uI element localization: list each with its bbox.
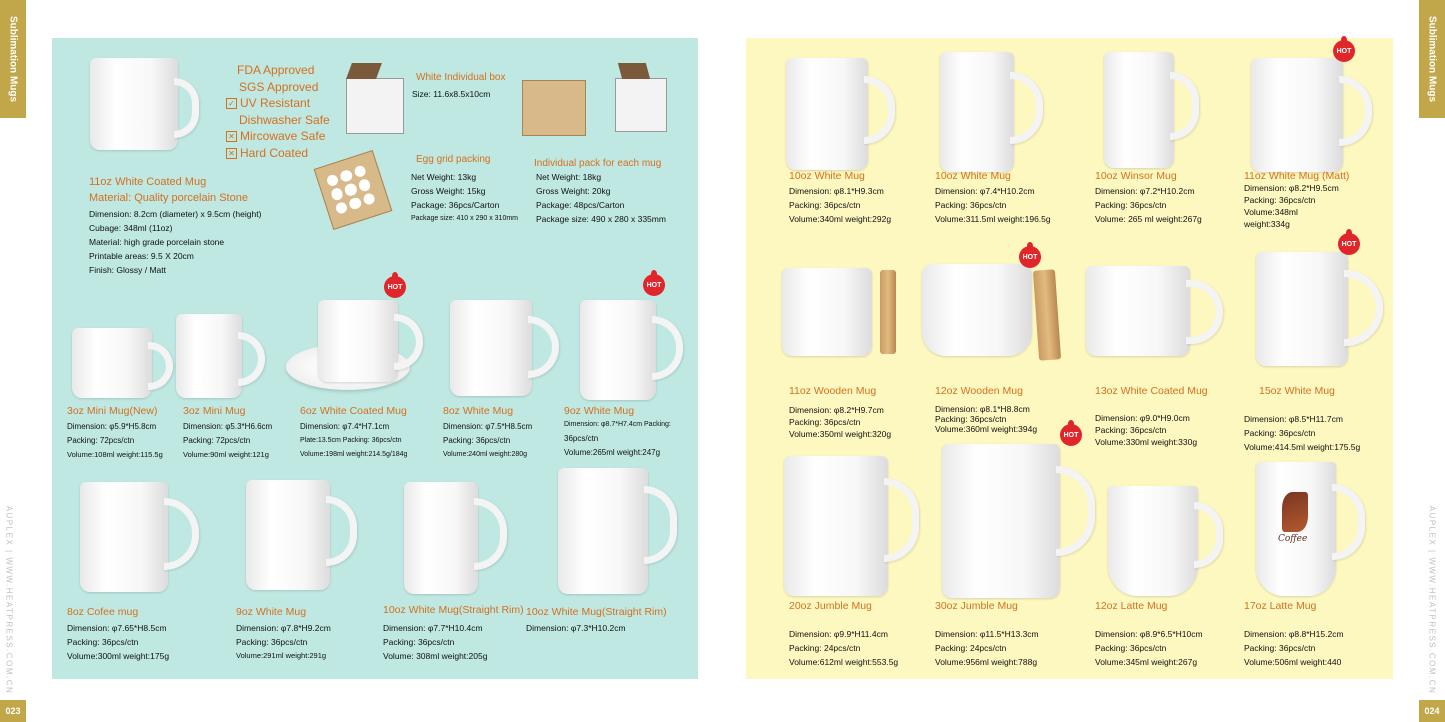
product-image-13oz-coated (1086, 266, 1230, 356)
product-specs: Dimension: φ8.7*H7.4cm Packing: 36pcs/ctn Volume:265ml weight:247g (564, 421, 671, 457)
hero-specs: Dimension: 8.2cm (diameter) x 9.5cm (height) Cubage: 348ml (11oz) Material: high grade porcelain stone Printable areas: 9.5 X 20cm Finish: Glossy / Matt (89, 209, 262, 275)
product-image-30oz-jumble (942, 444, 1102, 598)
feature-sgs: SGS Approved (239, 79, 319, 94)
white-box-open-image (615, 78, 667, 132)
product-title: 10oz White Mug(Straight Rim) (526, 606, 667, 618)
hot-badge-icon: HOT (1019, 246, 1041, 268)
product-image-10oz-white-2 (940, 52, 1050, 172)
product-image-17oz-latte (1256, 462, 1366, 596)
product-title: 13oz White Coated Mug (1095, 385, 1208, 397)
product-image-15oz (1256, 252, 1388, 366)
left-page-number: 023 (0, 700, 26, 722)
product-title: 11oz Wooden Mug (789, 385, 877, 397)
product-specs: Dimension: φ8.9*6.5*H10cm Packing: 36pcs/ctn Volume:345ml weight:267g (1095, 629, 1203, 667)
individual-pack-specs: Net Weight: 18kg Gross Weight: 20kg Package: 48pcs/Carton Package size: 490 x 280 x 335mm (536, 172, 666, 224)
product-title: 3oz Mini Mug(New) (67, 405, 158, 417)
product-image-12oz-wooden (922, 264, 1042, 356)
right-website-text: AUPLEX | WWW.HEATPRESS.COM.CN (1427, 505, 1437, 695)
product-title: 8oz White Mug (443, 405, 514, 417)
product-title: 10oz White Mug(Straight Rim) (383, 604, 524, 616)
product-title: 10oz White Mug (935, 170, 1011, 182)
right-section-tab: Sublimation Mugs (1419, 0, 1445, 118)
product-image-8oz-coffee (80, 482, 208, 592)
right-catalog-panel (746, 38, 1393, 679)
product-specs: Dimension: φ8.8*H15.2cm Packing: 36pcs/ctn Volume:506ml weight:440 (1244, 629, 1344, 667)
egg-grid-title: Egg grid packing (416, 154, 491, 165)
product-image-11oz-wooden (782, 268, 882, 356)
wooden-handle-image (880, 270, 896, 354)
product-specs: Dimension: φ7.2*H10.2cm Packing: 36pcs/ctn Volume: 265 ml weight:267g (1095, 186, 1202, 224)
feature-uv: UV Resistant (240, 96, 311, 110)
product-specs: Dimension: φ5.3*H6.6cm Packing: 72pcs/ctn Volume:90ml weight:121g (183, 422, 273, 459)
product-image-20oz-jumble (784, 456, 924, 596)
product-title: 8oz Cofee mug (67, 606, 139, 618)
product-title: 3oz Mini Mug (183, 405, 246, 417)
product-title: 17oz Latte Mug (1244, 600, 1317, 612)
product-image-3oz-mini-new (72, 328, 174, 398)
right-page-number: 024 (1419, 700, 1445, 722)
hero-material-line: Material: Quality porcelain Stone (89, 192, 248, 204)
product-title: 6oz White Coated Mug (300, 405, 407, 417)
product-image-10oz-straight-2 (558, 468, 686, 594)
product-image-3oz-mini (176, 314, 272, 398)
product-specs: Dimension: φ7.5*H8.5cm Packing: 36pcs/ctn Volume:240ml weight:280g (443, 422, 533, 458)
product-specs: Dimension: φ7.3*H10.2cm (526, 623, 626, 633)
product-image-winsor (1104, 52, 1204, 168)
hot-badge-icon: HOT (1060, 424, 1082, 446)
product-image-11oz-matt (1251, 58, 1377, 172)
product-specs: Dimension: φ9.9*H11.4cm Packing: 24pcs/ctn Volume:612ml weight:553.5g (789, 629, 899, 667)
coffee-logo: Coffee (1278, 492, 1308, 544)
checkbox-icon: ✕ (226, 131, 237, 142)
hot-badge-icon: HOT (643, 274, 665, 296)
feature-fda: FDA Approved (237, 63, 315, 77)
egg-grid-specs: Net Weight: 13kg Gross Weight: 15kg Package: 36pcs/Carton Package size: 410 x 290 x 310mm (411, 172, 519, 222)
white-box-image (346, 78, 404, 134)
product-specs: Dimension: φ7.7*H10.4cm Packing: 36pcs/ctn Volume: 308ml weight:205g (383, 623, 488, 661)
product-title: 30oz Jumble Mug (935, 600, 1018, 612)
product-specs: Dimension: φ7.4*H7.1cm Plate:13.5cm Packing: 36pcs/ctn Volume:198ml weight:214.5g/184g (300, 422, 408, 458)
feature-dishwasher: Dishwasher Safe (239, 112, 330, 127)
individual-pack-title: Individual pack for each mug (534, 158, 662, 169)
product-title: 9oz White Mug (564, 405, 635, 417)
product-title: 15oz White Mug (1259, 385, 1335, 397)
product-image-6oz-coated (318, 300, 424, 382)
hero-title: 11oz White Coated Mug (89, 176, 207, 188)
product-specs: Dimension: φ5.9*H5.8cm Packing: 72pcs/ctn Volume:108ml weight:115.5g (67, 422, 163, 459)
product-specs: Dimension: φ8.1*H8.8cm Packing: 36pcs/ctn Volume:360ml weight:394g (935, 404, 1038, 434)
product-image-9oz-2 (246, 480, 362, 590)
product-image-12oz-latte (1108, 486, 1228, 596)
white-box-size: Size: 11.6x8.5x10cm (412, 89, 491, 99)
product-specs: Dimension: φ8.5*H11.7cm Packing: 36pcs/ctn Volume:414.5ml weight:175.5g (1244, 414, 1361, 452)
product-title: 11oz White Mug (Matt) (1244, 170, 1350, 182)
product-title: 10oz Winsor Mug (1095, 170, 1177, 182)
white-box-title: White Individual box (416, 72, 506, 83)
product-specs: Dimension: φ8.2*H9.7cm Packing: 36pcs/ctn Volume:350ml weight:320g (789, 405, 892, 439)
feature-hard-coated: Hard Coated (240, 145, 309, 160)
product-title: 20oz Jumble Mug (789, 600, 872, 612)
hot-badge-icon: HOT (1333, 40, 1355, 62)
feature-microwave: Mircowave Safe (240, 129, 326, 143)
hot-badge-icon: HOT (1338, 233, 1360, 255)
product-specs: Dimension: φ11.5*H13.3cm Packing: 24pcs/ctn Volume:956ml weight:788g (935, 629, 1039, 667)
product-specs: Dimension: φ8.1*H9.3cm Packing: 36pcs/ctn Volume:340ml weight:292g (789, 186, 892, 224)
egg-grid-carton-image (314, 150, 393, 230)
product-image-9oz (580, 300, 686, 400)
product-specs: Dimension: φ9.0*H9.0cm Packing: 36pcs/ctn Volume:330ml weight:330g (1095, 413, 1198, 447)
feature-list (226, 62, 330, 161)
checkbox-icon: ✕ (226, 148, 237, 159)
product-image-8oz (450, 300, 562, 396)
left-website-text: AUPLEX | WWW.HEATPRESS.COM.CN (4, 505, 14, 695)
product-image-10oz-straight (404, 482, 516, 594)
product-title: 12oz Wooden Mug (935, 385, 1023, 397)
product-specs: Dimension: φ8.2*H9.5cm Packing: 36pcs/ctn Volume:348ml weight:334g (1244, 183, 1339, 229)
product-title: 10oz White Mug (789, 170, 865, 182)
hot-badge-icon: HOT (384, 276, 406, 298)
product-specs: Dimension: φ7.8*H9.2cm Packing: 36pcs/ctn Volume:291ml weight:291g (236, 623, 331, 660)
product-title: 9oz White Mug (236, 606, 307, 618)
left-catalog-panel (52, 38, 698, 679)
product-specs: Dimension: φ7.65*H8.5cm Packing: 36pcs/ctn Volume:300ml weight:175g (67, 623, 170, 661)
hero-mug-image (90, 58, 200, 150)
product-image-10oz-white (786, 58, 898, 170)
product-specs: Dimension: φ7.4*H10.2cm Packing: 36pcs/ctn Volume:311.5ml weight:196.5g (935, 186, 1051, 224)
checkbox-icon: ✓ (226, 98, 237, 109)
left-section-tab: Sublimation Mugs (0, 0, 26, 118)
product-title: 12oz Latte Mug (1095, 600, 1168, 612)
carton-box-image (522, 80, 586, 136)
